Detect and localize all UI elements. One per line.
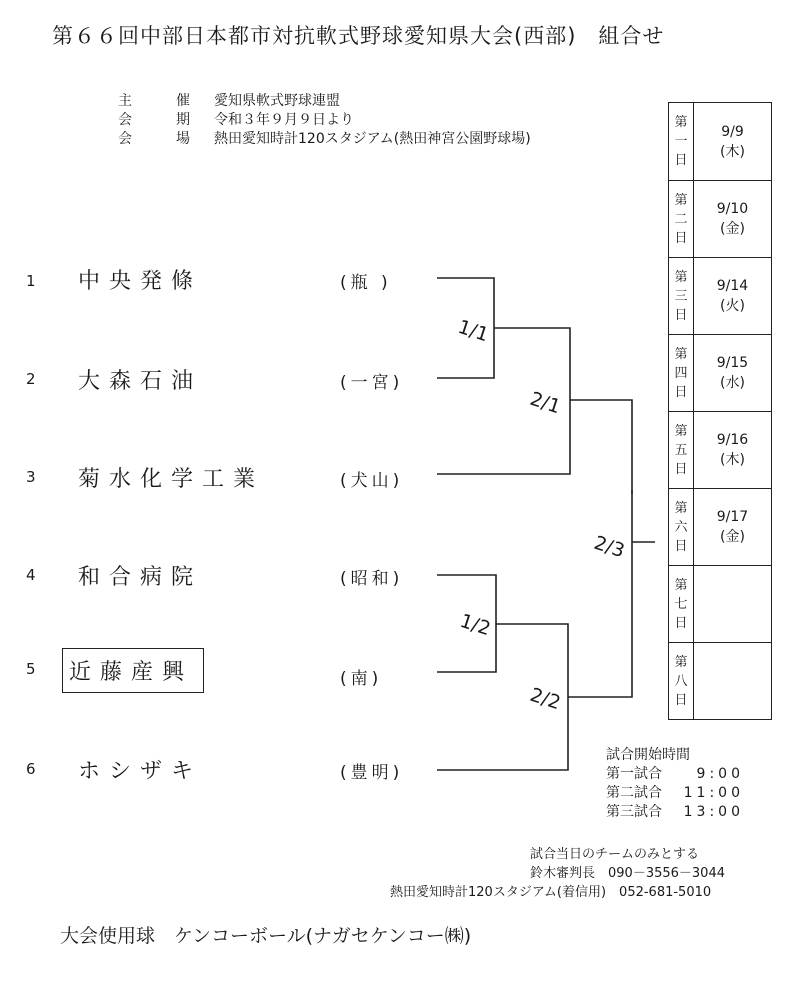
match-date: 1/1 bbox=[455, 315, 492, 347]
team-city: (南) bbox=[340, 669, 383, 689]
schedule-day: 第 八 日 bbox=[669, 643, 694, 720]
team-name: 和合病院 bbox=[78, 565, 203, 590]
team-number: 6 bbox=[26, 760, 36, 778]
schedule-day: 第 七 日 bbox=[669, 566, 694, 643]
bracket-line bbox=[568, 490, 632, 697]
info-key-1b: 催 bbox=[176, 93, 190, 109]
team-name: ホシザキ bbox=[78, 759, 203, 784]
schedule-date: 9/9 (木) bbox=[694, 103, 772, 181]
schedule-date bbox=[694, 643, 772, 720]
info-venue: 熱田愛知時計120スタジアム(熱田神宮公園野球場) bbox=[214, 131, 531, 147]
schedule-day: 第 四 日 bbox=[669, 335, 694, 412]
note-line: 熱田愛知時計120スタジアム(着信用) 052-681-5010 bbox=[390, 885, 712, 900]
note-line: 試合当日のチームのみとする bbox=[530, 847, 700, 862]
game-times-heading: 試合開始時間 bbox=[606, 747, 690, 763]
schedule-row bbox=[669, 489, 772, 566]
bracket-line bbox=[570, 400, 632, 494]
team-city: (瓶 ) bbox=[340, 273, 392, 293]
info-organizer: 愛知県軟式野球連盟 bbox=[214, 93, 340, 109]
match-date: 1/2 bbox=[457, 609, 494, 641]
team-name: 中央発條 bbox=[78, 269, 203, 294]
game-time-row: 第一試合 9:00 bbox=[606, 766, 744, 782]
schedule-row bbox=[669, 566, 772, 643]
page-title: 第６６回中部日本都市対抗軟式野球愛知県大会(西部) 組合せ bbox=[52, 24, 665, 48]
info-key-3b: 場 bbox=[176, 131, 190, 147]
schedule-day: 第 一 日 bbox=[669, 103, 694, 181]
schedule-row bbox=[669, 258, 772, 335]
team-number: 3 bbox=[26, 468, 36, 486]
team-city: (昭和) bbox=[340, 569, 404, 589]
schedule-day: 第 五 日 bbox=[669, 412, 694, 489]
schedule-row bbox=[669, 643, 772, 720]
ball-sponsor: 大会使用球 ケンコーボール(ナガセケンコー㈱) bbox=[60, 925, 472, 947]
match-date: 2/1 bbox=[527, 387, 564, 419]
team-city: (豊明) bbox=[340, 763, 404, 783]
note-line: 鈴木審判長 090－3556－3044 bbox=[530, 866, 725, 881]
schedule-table bbox=[668, 102, 772, 720]
schedule-date bbox=[694, 566, 772, 643]
game-time-row: 第三試合 13:00 bbox=[606, 804, 744, 820]
schedule-row bbox=[669, 103, 772, 181]
team-number: 5 bbox=[26, 660, 36, 678]
schedule-date: 9/17 (金) bbox=[694, 489, 772, 566]
schedule-date: 9/10 (金) bbox=[694, 181, 772, 258]
schedule-date: 9/15 (水) bbox=[694, 335, 772, 412]
schedule-row bbox=[669, 335, 772, 412]
match-date: 2/2 bbox=[527, 683, 564, 715]
schedule-day: 第 三 日 bbox=[669, 258, 694, 335]
game-times bbox=[606, 746, 744, 822]
team-name: 大森石油 bbox=[78, 369, 203, 394]
schedule-date: 9/16 (木) bbox=[694, 412, 772, 489]
info-key-2a: 会 bbox=[118, 112, 132, 128]
schedule-date: 9/14 (火) bbox=[694, 258, 772, 335]
team-name-highlighted: 近藤産興 bbox=[62, 648, 204, 693]
game-time-row: 第二試合 11:00 bbox=[606, 785, 744, 801]
schedule-day: 第 六 日 bbox=[669, 489, 694, 566]
schedule-row bbox=[669, 412, 772, 489]
team-name: 菊水化学工業 bbox=[78, 467, 265, 492]
info-key-3a: 会 bbox=[118, 131, 132, 147]
team-number: 2 bbox=[26, 370, 36, 388]
team-number: 1 bbox=[26, 272, 36, 290]
schedule-day: 第 二 日 bbox=[669, 181, 694, 258]
info-period: 令和３年９月９日より bbox=[214, 112, 354, 128]
info-key-2b: 期 bbox=[176, 112, 190, 128]
team-number: 4 bbox=[26, 566, 36, 584]
schedule-row bbox=[669, 181, 772, 258]
team-city: (犬山) bbox=[340, 471, 404, 491]
team-city: (一宮) bbox=[340, 373, 404, 393]
info-key-1a: 主 bbox=[118, 93, 132, 109]
match-date: 2/3 bbox=[591, 531, 628, 563]
